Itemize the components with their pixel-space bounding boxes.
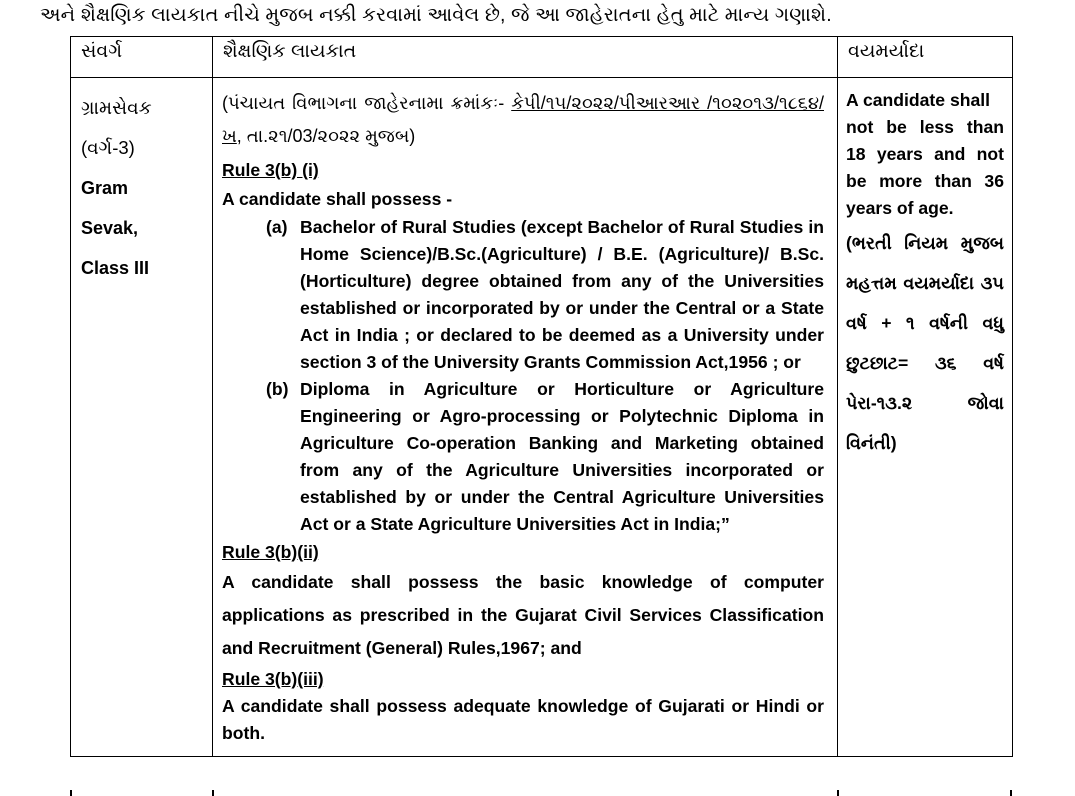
- rule-3b-i-heading: Rule 3(b) (i): [222, 160, 319, 180]
- cell-cadre: [71, 78, 213, 757]
- clause-b-text: Diploma in Agriculture or Horticulture or Agriculture Engineering or Agro-processing or Polytechnic Diploma in Agriculture Co-operation Banking and Marketing obtained from any of the Agriculture Universities incorporated or established by or under the Central Agriculture Universities Act or a State Agriculture Universities Act in India;”: [300, 379, 824, 534]
- age-limit-block: [838, 78, 1012, 471]
- notification-reference-number: કેપી/૧૫/૨૦૨૨/પીઆરઆર /૧૦૨૦૧૩/૧૮૬૪/ખ: [222, 93, 824, 146]
- header-cell-age-limit: [838, 37, 1013, 78]
- border-segment-divider-2: [837, 790, 839, 796]
- intro-paragraph: અને શૈક્ષણિક લાયકાત નીચે મુજબ નક્કી કરવામાં આવેલ છે, જે આ જાહેરાતના હેતુ માટે માન્ય ગણાશે.: [40, 4, 832, 26]
- cadre-line-4: Sevak,: [81, 218, 139, 238]
- qualification-block: [213, 78, 837, 756]
- border-segment-left: [70, 790, 72, 796]
- border-segment-right: [1010, 790, 1012, 796]
- cell-qualification: [213, 78, 838, 757]
- clause-a-text: Bachelor of Rural Studies (except Bachelor of Rural Studies in Home Science)/B.Sc.(Agriculture) / B.E. (Agriculture)/ B.Sc. (Horticulture) degree obtained from any of the Universities established or incorporated by or under the Central or a State Act in India ; or declared to be deemed as a University under section 3 of the University Grants Commission Act,1956 ; or: [300, 217, 824, 372]
- notification-reference-suffix: , તા.૨૧/03/૨૦૨૨ મુજબ): [236, 126, 416, 146]
- rule-3b-i-intro: A candidate shall possess -: [222, 189, 453, 209]
- rule-3b-iii-text: A candidate shall possess adequate knowledge of Gujarati or Hindi or both.: [222, 696, 824, 743]
- clause-b: [222, 376, 824, 538]
- clause-a: [222, 214, 824, 376]
- header-label-qualification: શૈક્ષણિક લાયકાત: [223, 41, 357, 62]
- rule-3b-ii-heading: Rule 3(b)(ii): [222, 542, 319, 562]
- age-limit-english-line-1: A candidate shall: [846, 90, 991, 110]
- border-segment-divider-1: [212, 790, 214, 796]
- cadre-block: [71, 78, 212, 296]
- rule-3b-iii-heading: Rule 3(b)(iii): [222, 669, 324, 689]
- header-cell-qualification: [213, 37, 838, 78]
- clause-a-marker: (a): [266, 217, 288, 237]
- qualification-table: [70, 36, 1013, 757]
- cadre-line-5: Class III: [81, 258, 150, 278]
- qualification-clause-list: [222, 214, 824, 538]
- rule-3b-ii-text: A candidate shall possess the basic knowledge of computer applications as prescribed in the Gujarat Civil Services Classification and Recruitment (General) Rules,1967; and: [222, 572, 824, 658]
- notification-reference-prefix: (પંચાયત વિભાગના જાહેરનામા ક્રમાંકઃ-: [222, 93, 512, 113]
- age-limit-gujarati-note: (ભરતી નિયમ મુજબ મહત્તમ વયમર્યાદા ૩૫ વર્ષ + ૧ વર્ષની વધુ છુટછાટ= ૩૬ વર્ષ પેરા-૧૩.૨ જોવા વિનંતી): [846, 233, 1004, 453]
- header-label-cadre: સંવર્ગ: [81, 41, 123, 62]
- clause-b-marker: (b): [266, 379, 289, 399]
- cadre-line-2: (વર્ગ-3): [81, 137, 135, 158]
- table-header-row: [71, 37, 1013, 78]
- age-limit-english-line-2: not be less than 18 years and not be more than 36 years of age.: [846, 117, 1004, 218]
- cadre-line-1: ગ્રામસેવક: [81, 97, 152, 118]
- header-cell-cadre: [71, 37, 213, 78]
- gujarati-notification-reference: [222, 87, 824, 153]
- header-label-age-limit: વયમર્યાદા: [848, 41, 925, 62]
- cadre-line-3: Gram: [81, 178, 129, 198]
- table-row: [71, 78, 1013, 757]
- next-row-border-hint: [70, 790, 1012, 796]
- cell-age-limit: [838, 78, 1013, 757]
